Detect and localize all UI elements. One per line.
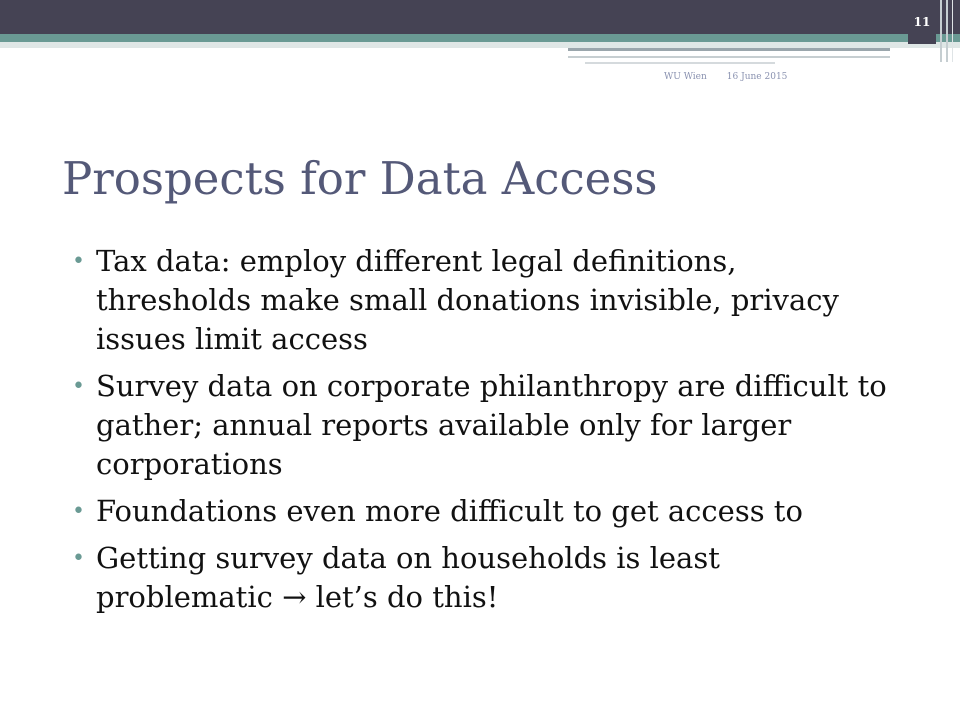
teal-band	[0, 34, 960, 42]
bullet-text: Foundations even more difficult to get access to	[96, 494, 803, 528]
bullet-icon: •	[72, 249, 85, 274]
decorative-rule-secondary	[568, 56, 890, 58]
decorative-vertical-line	[952, 0, 953, 62]
bullet-text: Getting survey data on households is least problematic → let’s do this!	[96, 541, 720, 614]
bullet-item	[72, 242, 892, 359]
slide-content	[72, 242, 892, 625]
top-bar	[0, 0, 960, 34]
bullet-icon: •	[72, 546, 85, 571]
bullet-item	[72, 492, 892, 531]
slide-meta	[664, 72, 787, 82]
bullet-item	[72, 367, 892, 484]
bullet-text: Tax data: employ different legal definitions, thresholds make small donations invisible, privacy issues limit access	[96, 244, 839, 356]
date-label: 16 June 2015	[726, 72, 788, 82]
decorative-rule	[568, 48, 890, 51]
slide-title: Prospects for Data Access	[62, 152, 658, 205]
organization-label: WU Wien	[664, 72, 707, 82]
bullet-icon: •	[72, 499, 85, 524]
page-number: 11	[908, 0, 936, 44]
bullet-item	[72, 539, 892, 617]
decorative-rule-short	[585, 62, 775, 64]
bullet-text: Survey data on corporate philanthropy are difficult to gather; annual reports available only for larger corporations	[96, 369, 887, 481]
decorative-vertical-line	[946, 0, 948, 62]
bullet-list	[72, 242, 892, 617]
bullet-icon: •	[72, 374, 85, 399]
decorative-vertical-line	[940, 0, 942, 62]
